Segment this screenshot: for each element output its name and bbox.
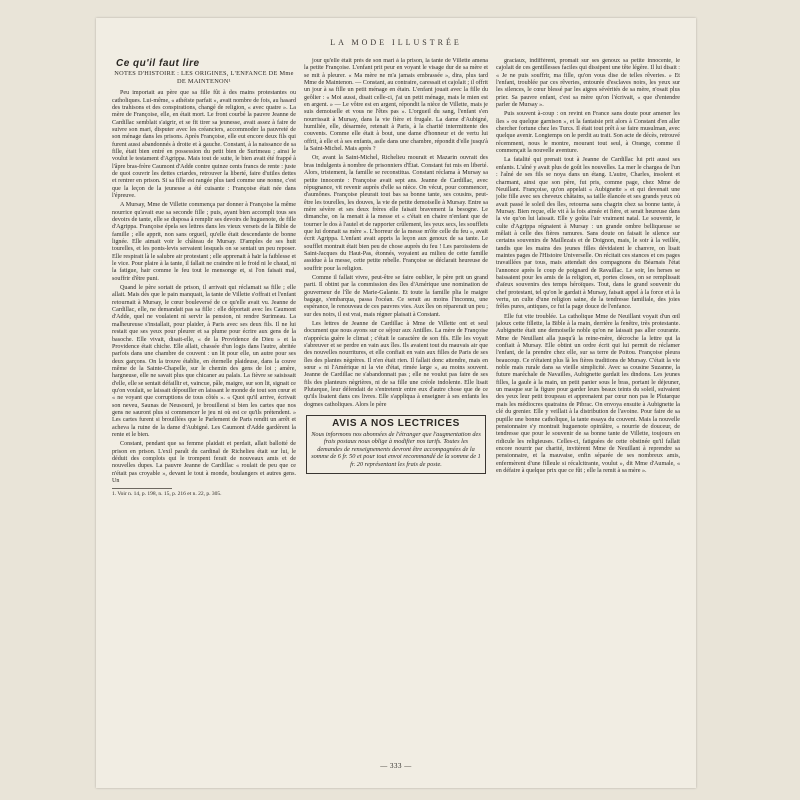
footnote-rule: [112, 488, 172, 489]
paragraph: Elle fut vite troublée. La catholique Mme de Neuillant voyait d'un œil jaloux cette fillette, la Bible à la main, derrière la fenêtre, très protestante. Aubignette était une demoiselle noble qu'on ne laissait pas aller courante. Mme de Neuillant alla jusqu'à la reine-mère, décroche la lettre qui la confiait à Mursay. Elle obtint un ordre écrit qui lui permit de réclamer l'enfant, de la prendre chez elle, sur sa terre de Poitou. Françoise pleura beaucoup. Ce n'étaient plus là les fières traditions de Mursay. C'était la vie noble mais rurale dans sa vieille simplicité. Avec sa cousine Suzanne, la future maréchale de Navailles, Aubignette gardait les dindons. Les jeunes filles, la gaule à la main, un petit panier sous le bras, portant le déjeuner, un masque sur la figure pour garder leurs beaux teints du soleil, suivaient des yeux leur petit troupeau et apprenaient par cœur non pas le Plutarque mais les médiocres quatrains de Pibrac. On envoya ensuite à Aubignette la clé du grenier. Elle y veillait à la distribution de l'avoine. Pour faire de sa pupille une bonne catholique, la tante essaya du couvent. Mais la nouvelle pensionnaire s'y montrait huguenote opiniâtre, « nourrie de douceur, de tendresse que pour le souvenir de sa bonne tante de Villette, toujours en ridicule les religieuses. Celles-ci, fatiguées de cette obstinée qu'il fallait encore nourrir par charité, invitèrent Mme de Neuillant à reprendre sa pensionnaire, et la mauvaise, enfin séparée de ses nombreux amis, enfermèrent d'une filleule si récalcitrante, voulut », dit Mme d'Aumale, « en défaire à quelque prix que ce fût ; elle la remit à sa mère ».: [496, 313, 680, 474]
notice-box: [306, 415, 486, 474]
paragraph: Comme il fallait vivre, peut-être se faire oublier, le père prit un grand parti. Il obtint par la commission des îles d'Amérique une nomination de gouverneur de l'île de Marie-Galante. Et toute la famille plia le maigre bagage, s'embarqua, passa l'océan. Ce serait au moins l'inconnu, une espérance, le renouveau de ces pauvres vies. Aux îles on réparerait un peu ; sur des noirs, il est vrai, mais régner plaisait à Constant.: [304, 274, 488, 318]
paragraph: jour qu'elle était près de son mari à la prison, la tante de Villette amena la petite Françoise. L'enfant prit peur en voyant le visage dur de sa mère et se mit à pleurer. « Ma mère ne m'a jamais embrassée », dira, plus tard Mme de Maintenon. — Constant, au contraire, caressait et cajolait ; il offrit un jour à sa fille un petit ménage en étain. L'enfant jouait avec la fille du geôlier : « Moi aussi, disait celle-ci, j'ai un petit ménage, mais le mien est en argent. » — Le vôtre est en argent, répondit la nièce de Villette, mais je suis demoiselle et vous ne l'êtes pas ». L'orgueil du sang, l'enfant s'en nourrissait à Mursay, dans la vie fière et frugale. La dame d'Aubigné, humiliée, elle, désarmée, retenait à Paris, à la charité intermittente des couvents. Comme elle était à bout, une dame d'honneur et de vertu lui offrit, à elle et à ses enfants, asile dans une chambre, répondit d'elle jusqu'à la Saint-Michel. Mais après ?: [304, 58, 488, 153]
paragraph: A Mursay, Mme de Villette commença par donner à Françoise la même nourrice qu'avait eue sa seconde fille ; puis, ayant bien accompli tous ses devoirs de tante, elle se disposa à remplir ses devoirs de huguenote, de fille d'Agrippa. Françoise épela ses lettres dans les vieux versets de la Bible de famille ; elle apprit, non sans orgueil, qu'elle était descendante de bonne lignée. Elle aimait voir le château de Mursay. D'amples de ses huit tourelles, et les ponts-levis servaient lesquels on se sentait un peu reposer. Elle respirait là le salubre air protestant ; elle apprenait à haïr la faiblesse et le vice. Pour plaire à la tante, il fallait ne craindre ni le froid ni le chaud, ni la fatigue, hair comme le feu tout le mensonge et, si l'on faisait mal, souffrir d'être puni.: [112, 202, 296, 282]
paragraph: Quand le père sortait de prison, il arrivait qui réclamait sa fille ; elle allait. Mais dès que le pain manquait, la tante de Villette s'offrait et l'enfant retournait à Mursay, le cœur bouleversé de ce qu'elle avait vu. Jeanne de Cardillac, elle, ne demandait pas sa fille : elle déportait avec les Caumont d'Adde, quel ne voulaient ni servir la pension, ni rendre Surimeau. La malheureuse s'installait, pour plaider, à Paris avec ses deux fils. Il ne lui restait que ses yeux pour pleurer et sa plume pour écrire aux gens de la basoche. Elle vivait, disait-elle, « de la Providence de Dieu » et la Providence était chiche. Elle allait, chassée d'un logis dans l'autre, abritée parfois dans une chambre de couvent : un lit pour elle, un autre pour ses deux garçons. On la trouve établie, en éternelle plaideuse, dans la couve même de la Sainte-Chapelle, sur le chemin des gens de loi ; amère, hargneuse, elle ne savait plus que chicaner au palais. La fièvre se saisissait d'elle, elle se sentait défaillir et, vaincue, pâle, maigre, sur son lit, signait ce qu'on voulait, se laissait dépouiller en laissant le monde de tout son cœur et « ne voyant que corruptions de tous côtés ». « Quoi qu'il arrive, écrivait son neveu, Saunas de Neusourd, je brouillerai si bien les cartes que nos gens ne sauront plus si commencer le jeu ni où est ce qu'ils prétendent. » Les cartes furent si brouillées que le Parlement de Paris rendit un arrêt et acheva la ruine de la dame d'Aubigné. Les Caumont d'Adde gardèrent la rente et le bien.: [112, 285, 296, 438]
article-column-3: [496, 58, 680, 754]
paragraph: Les lettres de Jeanne de Cardillac à Mme de Villette ont et seul document que nous ayons sur ce séjour aux Antilles. La mère de Françoise n'apprécia guère le climat ; c'était le caractère de son fils. Elle les voyait s'abreuver et se perdre en vain aux îles. Ils avaient tout du mauvais air que des nouvelles nourritures, et elle confiait en vain aux filles de Paris de ses îles des plantes nègrères. Il n'en était rien. Il fallait donc attendre, mais en sœur « ni l'Amérique ni la vie d'état, rimée large », au moins souvent. Jeanne de Cardillac ne s'abandonnait pas ; elle ne voulut pas faire de ses fils des planteurs nègrières, ni de sa fille une créole indolente. Elle lisait Plutarque, leur défendait de s'entretenir entre eux d'autre chose que de ce qu'ils lisaient dans ces livres. Elle s'appliqua à enseigner à ses enfants les dogmes catholiques. Alors le père: [304, 321, 488, 408]
paragraph: La fatalité qui prenait tout à Jeanne de Cardillac lui prit aussi ses enfants. L'aîné y avait plus de goût les nouvelles. La mer le chargea de l'un : l'aîné de ses fils se noya dans un étang. L'autre, Charles, insolent et charmant, ainsi que son père, fut pris, comme page, chez Mme de Neuillant. Françoise, qu'on appelait « Aubignette » et qui devenait une jolie fille avec ses cheveux châtains, sa taille élancée et ses grands yeux où avait passé le soleil des îles, retourna sans chagrin chez sa bonne tante, à Mursay. Bien reçue, elle vit à la fois aimée et fière, et serait heureuse dans la vie qu'on lui laissait. Elle y goûta l'air vraiment natal. Le souvenir, le culte d'Agrippa régnaient à Mursay : un grande ombre belliqueuse se mêlait à celle des fières ramures. Sans doute on faisait le silence sur certains souvenirs de Maillezais et de Doignon, mais, le soir à la veillée, tandis que les mains des jeunes filles dévidaient le chanvre, on lisait maintes pages de l'Histoire Universelle. On récitait ces stances et ces pages travaillées par tous, mais attendait des compagnons du Béarnais l'état l'annonce après le coup de poignard de Ravaillac. Le soir, les herses se baissaient pour les amis de la religion, et, portes closes, on se remplissait d'aïeux souvenirs des temps héroïques. Tout, dans le grand souvenir du chef protestant, tel qu'on le gardait à Mursay, faisait appel à la force et à la vertu, un culte d'une religion saine, de la tendresse familiale, des joies frêles pures, antiques, ce fut la page douce de l'enfance.: [496, 157, 680, 311]
notice-body: Nous informons nos abonnées de l'étranger que l'augmentation des frais postaux nous oblige à modifier nos tarifs. Toutes les demandes de renseignements devront être accompagnées de la somme de 6 fr. 50 et pour tout envoi recommandé de la somme de 1 fr. 20 représentant les frais de poste.: [311, 430, 481, 468]
column-1-body: [112, 90, 296, 498]
article-column-1: [112, 58, 296, 754]
column-3-body: [496, 58, 680, 475]
paragraph: Or, avant la Saint-Michel, Richelieu mourait et Mazarin ouvrait des bras indulgents à nombre de prisonniers d'État. Constant fut mis en liberté. Alors, tristement, la famille se reconstitua. Constant réclama à Mursay sa petite innocente : Françoise avait sept ans. Jeanne de Cardillac, avec répugnance, vit revenir auprès d'elle sa nièce. On vécut, pour commencer, d'aumônes. Françoise pleurait tout bas sa bonne tante, ses cousins, peut-être les tourelles, les douves, la vie de petite demoiselle à Mursay. Entre sa mère sévère et ses deux frères elle faisait bravement la besogne. Le dimanche, on la menait à la messe et « c'était en chaire n'enfant que de tourner le dos à l'autel et de rapporter crûlement, les yeux secs, les soufflets que lui donnait sa mère ». L'horreur de la messe m'ôte celle du feu », avait écrit Agrippa. L'enfant avait appris la leçon aux genoux de sa tante. Le soufflet montrait était bien peu de chose auprès du feu ! Les paroissiens de Saint-Jacques du Haut-Pas, étonnés, voyaient au milieu de cette famille assidue à la messe, cette petite rebelle. Françoise se déclarait heureuse de souffrir pour la religion.: [304, 155, 488, 272]
running-title: LA MODE ILLUSTRÉE: [330, 38, 462, 47]
paragraph: graciaux, indifférent, promait sur ses genoux sa petite innocente, le cajolait de ces gentillesses faciles qui dissipent une tête légère. Il lui disait : « Je ne puis souffrir, ma fille, qu'on vous dise de telles rêveries. » Et l'enfant, troublée par ces rêveries, entourée d'esclaves noirs, les yeux sur les silences, le cœur blessé par les aigres sévérités de sa mère, n'osait plus prier. Sa pauvre enfant, c'est sa mère qu'on l'écrivait, « que d'entendre parler de Mursay ».: [496, 58, 680, 109]
paragraph: Peu importait au père que sa fille fût à des mains protestantes ou catholiques. Lui-même, « athéiste parfait », avait nombre de fois, au hasard des trahisons et des conspirations, changé de religion, « avec quatre ». La mère de Françoise, elle, en était mort. Le front courbé la pauvre Jeanne de Cardillac semblait s'aigrir, et se fit tirer sa jeunesse, avait assez à faire de suivre son mari, disputer avec les créanciers, accommoder la pauvreté de son ménage dans les prisons. Après Françoise, elle eut encore deux fils qui furent aussi abandonnés à droite et à gauche. Constant, à la naissance de sa fille, était bien entré en possession du petit bien de Surimeau ; ainsi le voulut le testament d'Agrippa. Mais tout de suite, le bien avait été frappé à l'âpre bras-frère Caumont d'Adde contre quinze cents francs de rente : juste de quoi couvrir les dettes criardes, retrouver la liberté, faire d'utiles dettes et rentrer en prison. Si sa fille est rangée plus tard comme une nonne, c'est que la leçon de la jeunesse a été cuisante : Françoise était née dans l'épreuve.: [112, 90, 296, 199]
magazine-page: [96, 18, 696, 788]
column-2-body: [304, 58, 488, 409]
article-subtitle: NOTES D'HISTOIRE : LES ORIGINES, L'ENFANCE DE Mme DE MAINTENON¹: [114, 70, 294, 85]
notice-title: AVIS A NOS LECTRICES: [332, 418, 460, 430]
article-columns: [112, 58, 680, 754]
page-number: — 333 —: [380, 762, 412, 770]
article-column-2: [304, 58, 488, 754]
article-title: Ce qu'il faut lire: [116, 58, 200, 69]
footnote: 1. Voir n. 14, p. 198, n. 15, p. 216 et n. 22, p. 305.: [112, 491, 222, 498]
paragraph: Puis souvent à-coup : on revint en France sans doute pour amener les îles » ou quelque garnison », et la fantaisie prit alors à Constant d'en aller chercher fortune chez les Turcs. Il était tout prêt à se faire musulman, avec quelque avenir. Longtemps on le perdit au trait. Son acte de décès, retrouvé récemment, nous le montre, mourant tout seul, à Orange, comme il commençait la nouvelle aventure.: [496, 111, 680, 155]
paragraph: Constant, pendant que sa femme plaidait et perdait, allait ballotté de prison en prison. L'exil paraît du cardinal de Richelieu était sur lui, le déduit des complots qui le trompent ferait de nouveaux amis et de nouvelles dupes. La pauvre Jeanne de Cardillac « roulait de peu que ce n'était pas croyable », devant le tout à monde, boulangers et autres gens. Un: [112, 441, 296, 485]
